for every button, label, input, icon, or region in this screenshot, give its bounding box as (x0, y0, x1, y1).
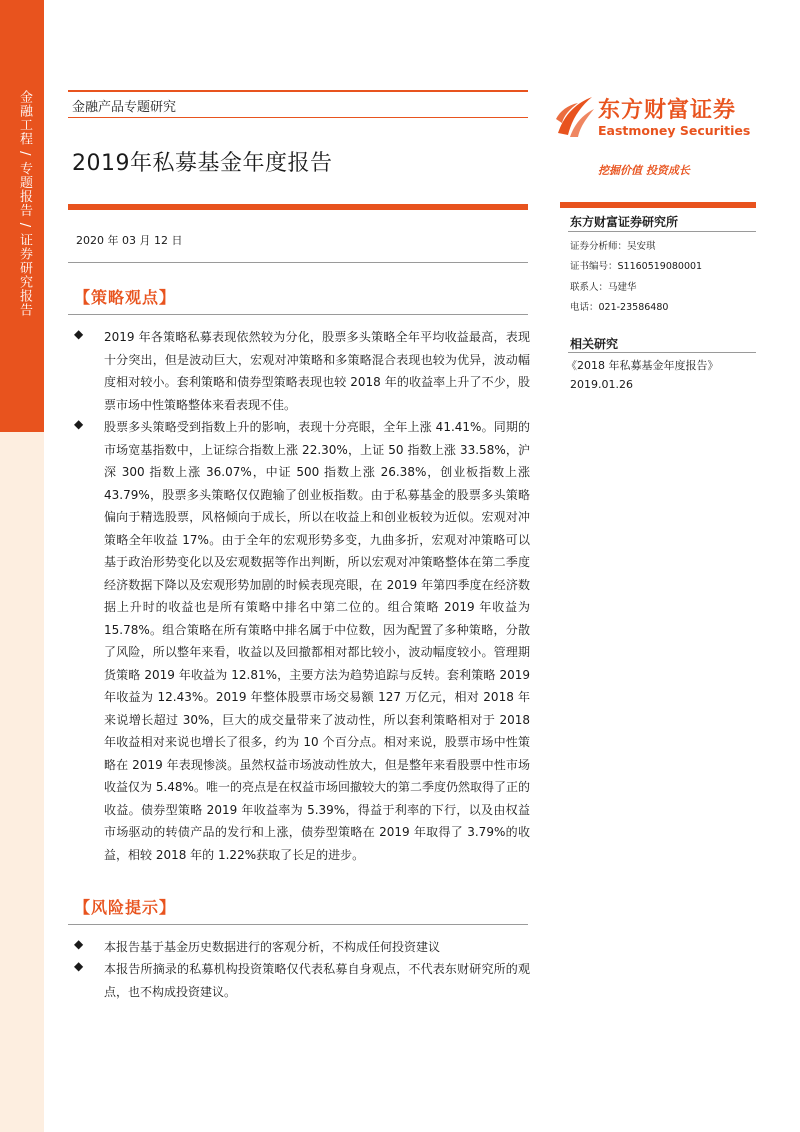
logo-name-en: Eastmoney Securities (598, 123, 751, 138)
strategy-bullet-1 (74, 326, 530, 416)
logo-name-cn: 东方财富证券 (598, 98, 737, 123)
analyst: 证券分析师：吴安琪 (570, 241, 656, 252)
logo-mark-icon (554, 93, 596, 139)
related-report-date: 2019.01.26 (570, 378, 633, 391)
risk-bullet-1 (74, 936, 530, 959)
strategy-rule (68, 314, 528, 315)
diamond-bullet-icon: ◆ (74, 417, 84, 431)
institute-name: 东方财富证券研究所 (570, 215, 679, 229)
slogan: 挖掘价值 投资成长 (598, 164, 690, 177)
strategy-bullet-2 (74, 416, 530, 866)
page-title: 2019年私募基金年度报告 (72, 151, 333, 176)
institute-rule (568, 231, 756, 232)
report-type: 金融产品专题研究 (72, 100, 177, 115)
contact-person: 联系人：马建华 (570, 282, 637, 293)
risk-bullet-text: 本报告所摘录的私募机构投资策略仅代表私募自身观点，不代表东财研究所的观点，也不构成投资建议。 (104, 962, 530, 999)
risk-rule (68, 924, 528, 925)
diamond-bullet-icon: ◆ (74, 959, 84, 973)
related-research-heading: 相关研究 (570, 337, 619, 351)
date-rule (68, 262, 528, 263)
diamond-bullet-icon: ◆ (74, 937, 84, 951)
info-bar (560, 202, 756, 208)
strategy-bullet-text: 2019 年各策略私募表现依然较为分化，股票多头策略全年平均收益最高，表现十分突出，但是波动巨大，宏观对冲策略和多策略混合表现也较为优异，波动幅度相对较小。套利策略和债券型策略表现也较 2018 年的收益率上升了不少，股票市场中性策略整体来看表现不佳。 (104, 330, 530, 412)
risk-heading: 【风险提示】 (74, 898, 177, 917)
diamond-bullet-icon: ◆ (74, 327, 84, 341)
title-bar (68, 204, 528, 210)
header-rule-second (68, 117, 528, 118)
report-date: 2020 年 03 月 12 日 (76, 234, 183, 247)
phone-number: 电话：021-23586480 (570, 302, 669, 313)
related-report-title[interactable]: 《2018 年私募基金年度报告》 (566, 359, 719, 372)
risk-bullet-2 (74, 958, 530, 1003)
sidebar-category-text: 金融工程 / 专题报告 / 证券研究报告 (17, 90, 32, 318)
header-rule-top (68, 90, 528, 92)
license-number: 证书编号：S1160519080001 (570, 261, 703, 272)
strategy-heading: 【策略观点】 (74, 288, 177, 307)
related-rule (568, 352, 756, 353)
risk-bullet-text: 本报告基于基金历史数据进行的客观分析，不构成任何投资建议 (104, 940, 441, 954)
company-logo (554, 93, 764, 143)
strategy-bullet-text: 股票多头策略受到指数上升的影响，表现十分亮眼，全年上涨 41.41%。同期的市场宽基指数中，上证综合指数上涨 22.30%，上证 50 指数上涨 33.58%，沪深 300 指数上涨 36.07%，中证 500 指数上涨 26.38%，创业板指数上涨 43.79%，股票多头策略仅仅跑输了创业板指数。由于私募基金的股票多头策略偏向于精选股票，风格倾向于成长，所以在收益上和创业板较为近似。宏观对冲策略全年收益 17%。由于全年的宏观形势多变，九曲多折，宏观对冲策略可以基于政治形势变化以及宏观数据等作出判断，所以宏观对冲策略整体在第二季度经济数据下降以及宏观形势加剧的时候表现亮眼，在 2019 年第四季度在经济数据上升时的收益也是所有策略中排名中第二位的。组合策略 2019 年收益为 15.78%。组合策略在所有策略中排名属于中位数，因为配置了多种策略，分散了风险，所以整年来看，收益以及回撤都相对都比较小，波动幅度较小。管理期货策略 2019 年收益为 12.81%，主要方法为趋势追踪与反转。套利策略 2019 年收益为 12.43%。2019 年整体股票市场交易额 127 万亿元，相对 2018 年来说增长超过 30%，巨大的成交量带来了波动性，所以套利策略相对于 2018 年收益相对来说也增长了很多，约为 10 个百分点。相对来说，股票市场中性策略在 2019 年表现惨淡。虽然权益市场波动性放大，但是整年来看股票中性市场收益仅为 5.48%。唯一的亮点是在权益市场回撤较大的第二季度仍然取得了正的收益。债券型策略 2019 年收益率为 5.39%，得益于利率的下行，以及由权益市场驱动的转债产品的发行和上涨，债券型策略在 2019 年取得了 3.79%的收益，相较 2018 年的 1.22%获取了长足的进步。 (104, 420, 530, 862)
